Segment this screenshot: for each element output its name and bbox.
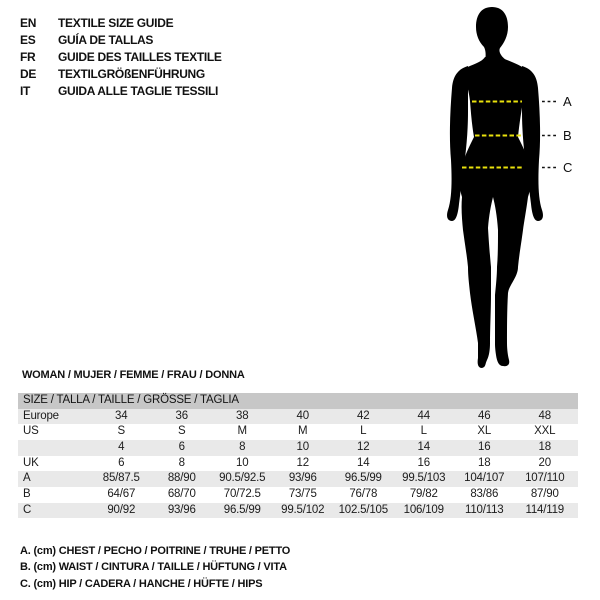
row-label: C <box>23 503 32 516</box>
size-cell: S <box>178 425 186 438</box>
size-cell: 44 <box>417 409 430 422</box>
size-cell: 38 <box>236 409 249 422</box>
row-label: A <box>23 472 31 485</box>
size-cell: XL <box>477 425 492 438</box>
row-label: UK <box>23 456 39 469</box>
legend-line-chest: A. (cm) CHEST / PECHO / POITRINE / TRUHE / PETTO <box>20 545 291 557</box>
size-cell: 83/86 <box>470 487 499 500</box>
size-cell: 12 <box>296 456 309 469</box>
language-code: DE <box>20 66 37 81</box>
size-cell: 20 <box>538 456 551 469</box>
size-cell: 34 <box>115 409 128 422</box>
table-row-us-numeric <box>18 440 578 456</box>
chest-label: A <box>563 94 572 109</box>
size-cell: 18 <box>538 440 551 453</box>
size-cell: 64/67 <box>107 487 136 500</box>
size-cell: 6 <box>118 456 125 469</box>
size-cell: 102.5/105 <box>338 503 388 516</box>
size-cell: 10 <box>296 440 309 453</box>
size-cell: 14 <box>357 456 370 469</box>
language-code: FR <box>20 49 36 64</box>
size-cell: 42 <box>357 409 370 422</box>
table-row-chest <box>18 471 578 487</box>
language-row-de <box>20 65 222 82</box>
row-label <box>18 440 91 456</box>
size-cell: 93/96 <box>288 472 317 485</box>
size-cell: 107/110 <box>525 472 565 485</box>
silhouette-head <box>476 7 508 62</box>
size-cell: 106/109 <box>403 503 444 516</box>
hip-label: C <box>563 160 573 175</box>
size-cell: 48 <box>538 409 551 422</box>
language-code: EN <box>20 16 37 31</box>
size-cell: S <box>117 425 125 438</box>
row-label: B <box>23 487 31 500</box>
table-row-uk <box>18 456 578 472</box>
size-cell: 87/90 <box>530 487 559 500</box>
size-cell: 99.5/102 <box>281 503 325 516</box>
size-cell: 18 <box>478 456 491 469</box>
size-cell: M <box>298 425 308 438</box>
row-label: Europe <box>23 409 59 422</box>
size-cell: 46 <box>478 409 491 422</box>
size-cell: 90/92 <box>107 503 136 516</box>
size-cell: 93/96 <box>167 503 196 516</box>
size-cell: M <box>237 425 247 438</box>
silhouette-body <box>460 57 531 368</box>
size-cell: 40 <box>296 409 309 422</box>
size-cell: 68/70 <box>167 487 196 500</box>
size-cell: 6 <box>178 440 185 453</box>
size-cell: 4 <box>118 440 125 453</box>
legend-line-hip: C. (cm) HIP / CADERA / HANCHE / HÜFTE / HIPS <box>20 577 263 590</box>
size-cell: 96.5/99 <box>344 472 382 485</box>
measurement-legend <box>20 543 290 592</box>
size-cell: L <box>360 425 367 438</box>
language-row-es <box>20 32 222 49</box>
table-row-hip <box>18 503 578 519</box>
size-cell: 76/78 <box>349 487 378 500</box>
size-cell: 10 <box>236 456 249 469</box>
size-cell: 96.5/99 <box>223 503 261 516</box>
size-cell: 12 <box>357 440 370 453</box>
size-cell: 73/75 <box>288 487 317 500</box>
language-title: GUÍA DE TALLAS <box>58 33 154 48</box>
table-row-europe <box>18 409 578 425</box>
size-cell: 16 <box>417 456 430 469</box>
group-title: WOMAN / MUJER / FEMME / FRAU / DONNA <box>22 369 245 381</box>
table-row-waist <box>18 487 578 503</box>
size-cell: 36 <box>175 409 188 422</box>
legend-line-waist: B. (cm) WAIST / CINTURA / TAILLE / HÜFTUNG / VITA <box>20 561 287 574</box>
language-title: GUIDE DES TAILLES TEXTILE <box>58 49 222 64</box>
size-cell: L <box>420 425 427 438</box>
woman-silhouette-icon <box>447 7 543 368</box>
size-cell: 88/90 <box>167 472 196 485</box>
size-cell: 8 <box>239 440 246 453</box>
language-row-it <box>20 82 222 99</box>
language-list <box>20 15 222 99</box>
waist-label: B <box>563 128 572 143</box>
language-title: TEXTILE SIZE GUIDE <box>58 16 174 31</box>
size-table-header: SIZE / TALLA / TAILLE / GRÖSSE / TAGLIA <box>18 393 578 409</box>
table-row-us <box>18 424 578 440</box>
size-cell: 16 <box>478 440 491 453</box>
size-cell: 104/107 <box>464 472 505 485</box>
language-code: IT <box>20 83 31 98</box>
size-cell: XXL <box>534 425 556 438</box>
size-cell: 90.5/92.5 <box>219 472 266 485</box>
language-row-fr <box>20 49 222 66</box>
measurement-figure <box>430 0 600 380</box>
size-cell: 14 <box>417 440 430 453</box>
size-cell: 110/113 <box>465 503 504 516</box>
size-table <box>18 393 578 518</box>
size-cell: 70/72.5 <box>223 487 261 500</box>
size-cell: 99.5/103 <box>402 472 446 485</box>
language-title: TEXTILGRÖßENFÜHRUNG <box>58 66 205 81</box>
language-title: GUIDA ALLE TAGLIE TESSILI <box>58 83 219 98</box>
language-code: ES <box>20 33 36 48</box>
row-label: US <box>23 425 39 438</box>
size-cell: 8 <box>178 456 185 469</box>
size-cell: 79/82 <box>409 487 438 500</box>
size-cell: 114/119 <box>525 503 564 516</box>
language-row-en <box>20 15 222 32</box>
size-cell: 85/87.5 <box>102 472 140 485</box>
